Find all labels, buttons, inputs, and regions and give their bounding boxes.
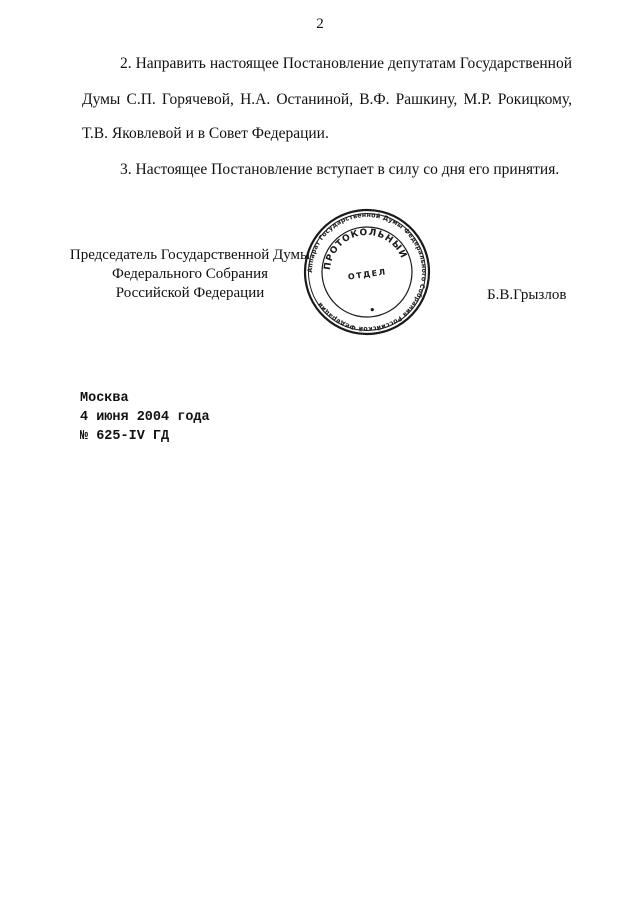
signature-title: [60, 246, 320, 303]
paragraph-2-line-2: Думы С.П. Горячевой, Н.А. Останиной, В.Ф. Рашкину, М.Р. Рокицкому,: [82, 91, 572, 108]
signature-title-line-1: Председатель Государственной Думы: [69, 247, 311, 263]
paragraph-3: 3. Настоящее Постановление вступает в силу со дня его принятия.: [120, 161, 560, 178]
signature-title-line-2: Федерального Собрания: [111, 266, 269, 282]
stamp-outer-text: Аппарат Государственной Думы Федерального Собрания Российской Федерации: [306, 211, 428, 333]
paragraph-2-line-3: Т.В. Яковлевой и в Совет Федерации.: [82, 125, 329, 142]
signature-title-line-3: Российской Федерации: [115, 285, 265, 301]
signatory-name: Б.В.Грызлов: [487, 287, 567, 303]
page-number: 2: [316, 16, 324, 32]
footer-city: Москва: [80, 391, 129, 406]
paragraph-2-line-1: 2. Направить настоящее Постановление депутатам Государственной: [120, 55, 572, 72]
stamp-inner-text: ПРОТОКОЛЬНЫЙ: [322, 227, 409, 271]
footer-date: 4 июня 2004 года: [80, 410, 210, 425]
footer-number: № 625-IV ГД: [80, 429, 170, 444]
official-stamp: [302, 207, 432, 337]
stamp-center-text: ОТДЕЛ: [347, 267, 388, 282]
